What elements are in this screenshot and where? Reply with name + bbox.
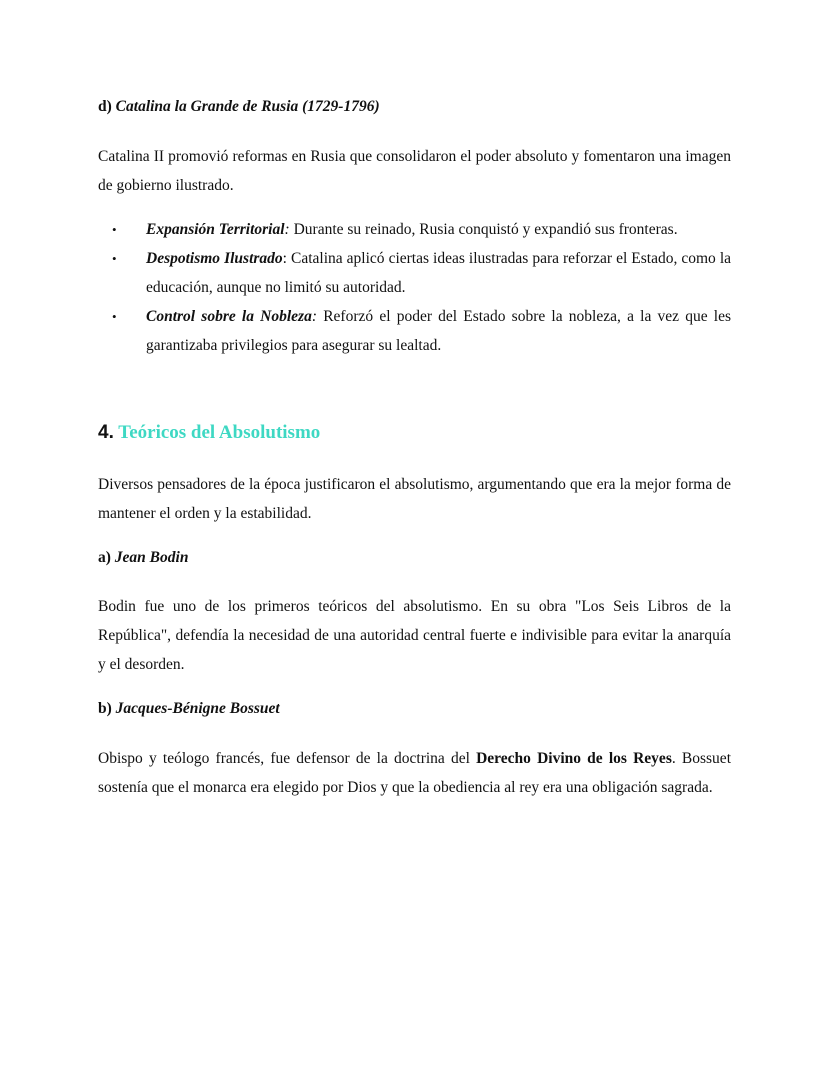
bodin-title: Jean Bodin [114,549,189,566]
section-number: 4. [98,422,114,443]
bossuet-label: b) [98,700,112,717]
catalina-bullet-list [98,215,731,360]
bossuet-text-before: Obispo y teólogo francés, fue defensor de la doctrina del [98,750,477,767]
catalina-heading [98,97,731,117]
bullet-term: Expansión Territorial [146,221,285,238]
bullet-separator: : [282,250,287,267]
bullet-text: Durante su reinado, Rusia conquistó y expandió sus fronteras. [289,221,678,238]
bullet-term: Despotismo Ilustrado [146,250,283,267]
bossuet-paragraph [98,744,731,802]
bullet-text: Catalina aplicó ciertas ideas ilustradas para reforzar el Estado, como la educación, aunque no limitó su autoridad. [146,250,732,296]
catalina-label: d) [98,98,112,115]
section-4-intro: Diversos pensadores de la época justificaron el absolutismo, argumentando que era la mejor forma de mantener el orden y la estabilidad. [98,476,731,522]
catalina-intro: Catalina II promovió reformas en Rusia que consolidaron el poder absoluto y fomentaron una imagen de gobierno ilustrado. [98,148,731,194]
bossuet-heading [98,699,731,719]
catalina-title: Catalina la Grande de Rusia (1729-1796) [115,98,380,115]
bullet-item-nobleza [98,302,731,360]
bullet-icon: • [112,309,117,324]
bullet-icon: • [112,251,117,266]
bullet-item-expansion [98,215,731,244]
bodin-heading [98,548,731,568]
bullet-text: Reforzó el poder del Estado sobre la nobleza, a la vez que les garantizaba privilegios para asegurar su lealtad. [146,308,732,354]
bossuet-title: Jacques-Bénigne Bossuet [115,700,280,717]
bodin-paragraph: Bodin fue uno de los primeros teóricos del absolutismo. En su obra "Los Seis Libros de la República", defendía la necesidad de una autoridad central fuerte e indivisible para evitar la anarquía y el desorden. [98,598,731,673]
bodin-label: a) [98,549,111,566]
bullet-icon: • [112,222,117,237]
bullet-separator: : [311,308,318,325]
section-4-heading [98,421,731,445]
bullet-item-despotismo [98,244,731,302]
bullet-separator: : [284,221,290,238]
derecho-divino-term: Derecho Divino de los Reyes [476,750,672,767]
bossuet-text-after: . Bossuet sostenía que el monarca era elegido por Dios y que la obediencia al rey era una obligación sagrada. [98,750,731,796]
section-title: Teóricos del Absolutismo [118,422,321,443]
bullet-term: Control sobre la Nobleza [146,308,312,325]
